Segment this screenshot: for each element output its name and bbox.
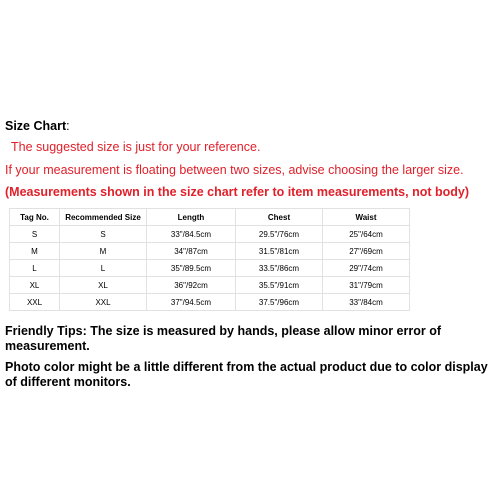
cell-waist: 31"/79cm — [323, 277, 410, 294]
cell-recommended-size: XXL — [60, 294, 147, 311]
cell-chest: 31.5"/81cm — [236, 243, 323, 260]
cell-tag-no: M — [10, 243, 60, 260]
size-chart-document — [5, 118, 497, 396]
cell-tag-no: L — [10, 260, 60, 277]
size-chart-heading — [5, 118, 497, 134]
cell-tag-no: S — [10, 226, 60, 243]
cell-recommended-size: XL — [60, 277, 147, 294]
table-row — [10, 277, 410, 294]
cell-tag-no: XL — [10, 277, 60, 294]
header-tag-no: Tag No. — [10, 209, 60, 226]
header-recommended-size: Recommended Size — [60, 209, 147, 226]
measurement-disclaimer: (Measurements shown in the size chart refer to item measurements, not body) — [5, 185, 469, 199]
table-row — [10, 260, 410, 277]
cell-length: 33"/84.5cm — [147, 226, 236, 243]
cell-chest: 35.5"/91cm — [236, 277, 323, 294]
sizing-advice-note: If your measurement is floating between two sizes, advise choosing the larger size. — [5, 163, 464, 177]
cell-chest: 37.5"/96cm — [236, 294, 323, 311]
reference-note: The suggested size is just for your reference. — [11, 140, 261, 154]
header-waist: Waist — [323, 209, 410, 226]
size-chart-title: Size Chart — [5, 119, 67, 133]
cell-waist: 27"/69cm — [323, 243, 410, 260]
cell-length: 36"/92cm — [147, 277, 236, 294]
cell-recommended-size: S — [60, 226, 147, 243]
tips-section — [5, 324, 497, 390]
header-length: Length — [147, 209, 236, 226]
header-chest: Chest — [236, 209, 323, 226]
cell-waist: 33"/84cm — [323, 294, 410, 311]
cell-recommended-size: L — [60, 260, 147, 277]
friendly-tip-text: Friendly Tips: The size is measured by hands, please allow minor error of measurement. — [5, 324, 442, 353]
cell-length: 37"/94.5cm — [147, 294, 236, 311]
cell-chest: 29.5"/76cm — [236, 226, 323, 243]
cell-length: 34"/87cm — [147, 243, 236, 260]
color-disclaimer-text: Photo color might be a little different from the actual product due to color display of different monitors. — [5, 360, 488, 389]
table-row — [10, 226, 410, 243]
table-header-row — [10, 209, 410, 226]
size-chart-title-colon: : — [66, 119, 70, 133]
cell-chest: 33.5"/86cm — [236, 260, 323, 277]
cell-waist: 25"/64cm — [323, 226, 410, 243]
table-row — [10, 294, 410, 311]
cell-recommended-size: M — [60, 243, 147, 260]
size-table — [9, 208, 410, 311]
cell-waist: 29"/74cm — [323, 260, 410, 277]
cell-tag-no: XXL — [10, 294, 60, 311]
table-row — [10, 243, 410, 260]
cell-length: 35"/89.5cm — [147, 260, 236, 277]
